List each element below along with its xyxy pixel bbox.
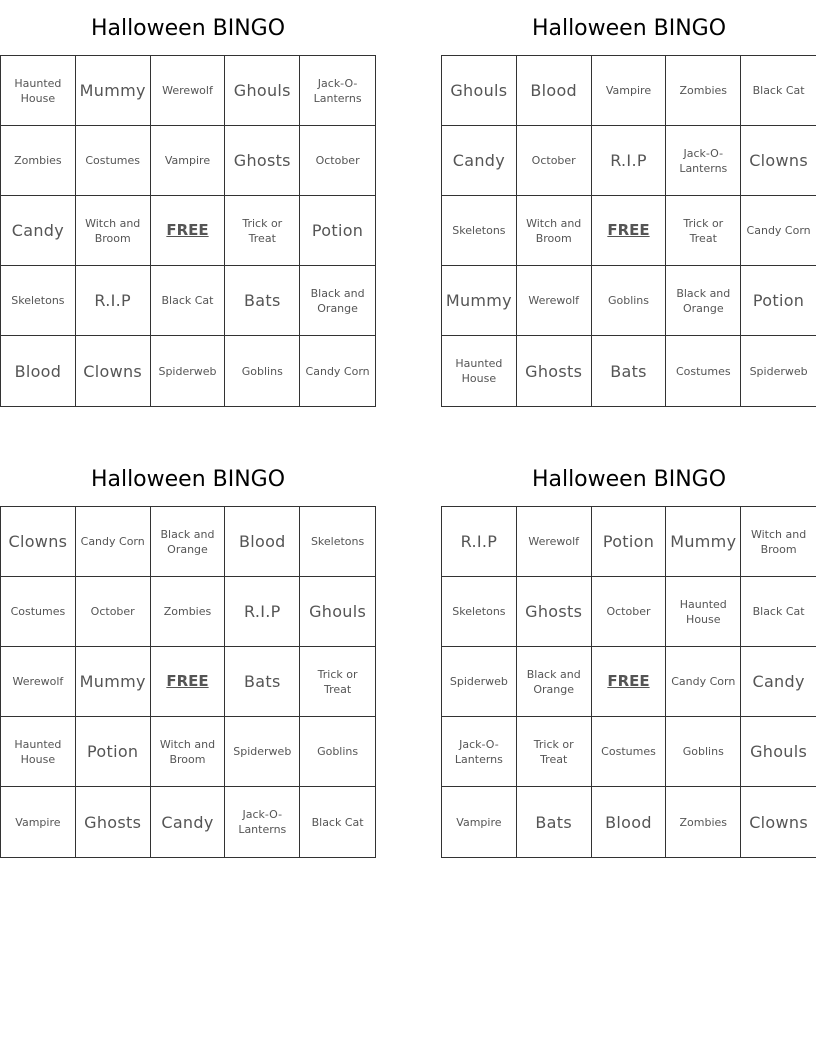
bingo-cell: Ghosts: [225, 126, 300, 196]
bingo-cell: Vampire: [592, 56, 667, 126]
bingo-cell: Bats: [225, 647, 300, 717]
bingo-cell: Goblins: [666, 717, 741, 787]
bingo-cell: Bats: [225, 266, 300, 336]
bingo-cell: Candy Corn: [305, 364, 370, 378]
bingo-cell: R.I.P: [225, 577, 300, 647]
bingo-cell: Skeletons: [442, 577, 517, 647]
bingo-cell: October: [76, 577, 151, 647]
free-space: FREE: [151, 647, 226, 717]
free-space: FREE: [592, 196, 667, 266]
bingo-cell: R.I.P: [592, 126, 667, 196]
bingo-cell: Trick or Treat: [300, 647, 375, 717]
bingo-cell: Jack-O-Lanterns: [442, 717, 517, 787]
bingo-cell: Trick or Treat: [517, 717, 592, 787]
bingo-cell: Werewolf: [517, 266, 592, 336]
bingo-cell: October: [517, 126, 592, 196]
bingo-cell: Werewolf: [1, 647, 76, 717]
bingo-cell: Candy: [1, 196, 76, 266]
bingo-cell: Haunted House: [442, 336, 517, 406]
bingo-cell: Witch and Broom: [741, 507, 816, 577]
bingo-cell: R.I.P: [442, 507, 517, 577]
bingo-cell: October: [300, 126, 375, 196]
bingo-cell: Werewolf: [151, 56, 226, 126]
free-space: FREE: [151, 196, 226, 266]
bingo-cell: Mummy: [442, 266, 517, 336]
bingo-cell: Blood: [1, 336, 76, 406]
bingo-cell: Trick or Treat: [225, 196, 300, 266]
bingo-cell: Potion: [76, 717, 151, 787]
bingo-cell: Black and Orange: [517, 647, 592, 717]
bingo-cell: Ghouls: [300, 577, 375, 647]
bingo-cell: Potion: [300, 196, 375, 266]
bingo-cell: Ghouls: [225, 56, 300, 126]
bingo-cell: Zombies: [1, 126, 76, 196]
bingo-cell: Zombies: [151, 577, 226, 647]
bingo-cell: Blood: [592, 787, 667, 857]
bingo-cell: Potion: [741, 266, 816, 336]
bingo-cell: Bats: [592, 336, 667, 406]
bingo-cell: Werewolf: [517, 507, 592, 577]
bingo-cell: Ghosts: [517, 336, 592, 406]
bingo-cell: Vampire: [442, 787, 517, 857]
bingo-cell: Black and Orange: [151, 507, 226, 577]
bingo-cell: October: [592, 577, 667, 647]
bingo-cell: Goblins: [225, 336, 300, 406]
bingo-cell: Vampire: [1, 787, 76, 857]
bingo-cell: Costumes: [76, 126, 151, 196]
bingo-grid: [0, 506, 376, 858]
bingo-cell: Witch and Broom: [151, 717, 226, 787]
bingo-cell: Candy Corn: [741, 196, 816, 266]
bingo-cell: Ghosts: [517, 577, 592, 647]
bingo-cell: Potion: [592, 507, 667, 577]
bingo-cell: Goblins: [300, 717, 375, 787]
bingo-cell: Spiderweb: [749, 364, 808, 378]
bingo-cell: Black Cat: [741, 577, 816, 647]
bingo-cell: Skeletons: [1, 266, 76, 336]
bingo-cell: Candy: [151, 787, 226, 857]
bingo-cell: Mummy: [76, 56, 151, 126]
bingo-cell: Clowns: [1, 507, 76, 577]
bingo-cell: Zombies: [666, 787, 741, 857]
bingo-cell: Candy Corn: [666, 647, 741, 717]
bingo-cell: Costumes: [592, 717, 667, 787]
bingo-cell: Costumes: [1, 577, 76, 647]
bingo-cell: Spiderweb: [151, 336, 226, 406]
card-title: Halloween BINGO: [90, 467, 286, 492]
bingo-cell: Ghouls: [442, 56, 517, 126]
card-title: Halloween BINGO: [531, 467, 727, 492]
bingo-cell: R.I.P: [76, 266, 151, 336]
bingo-cell: Goblins: [592, 266, 667, 336]
card-title: Halloween BINGO: [90, 16, 286, 41]
bingo-cell: Black and Orange: [300, 266, 375, 336]
bingo-cell: Candy: [442, 126, 517, 196]
card-title: Halloween BINGO: [531, 16, 727, 41]
free-space: FREE: [592, 647, 667, 717]
bingo-cell: Mummy: [666, 507, 741, 577]
bingo-cell: Zombies: [666, 56, 741, 126]
bingo-cell: Spiderweb: [225, 717, 300, 787]
bingo-cell: Jack-O-Lanterns: [225, 787, 300, 857]
bingo-cell: Ghouls: [741, 717, 816, 787]
bingo-cell: Haunted House: [1, 56, 76, 126]
bingo-cell: Black Cat: [151, 266, 226, 336]
bingo-cell: Jack-O-Lanterns: [300, 56, 375, 126]
bingo-cell: Blood: [517, 56, 592, 126]
bingo-cell: Spiderweb: [442, 647, 517, 717]
bingo-cell: Clowns: [76, 336, 151, 406]
bingo-cell: Haunted House: [1, 717, 76, 787]
bingo-cell: Skeletons: [442, 196, 517, 266]
bingo-cell: Black Cat: [741, 56, 816, 126]
bingo-cell: Haunted House: [666, 577, 741, 647]
bingo-cell: Clowns: [749, 812, 808, 832]
bingo-cell: Bats: [517, 787, 592, 857]
bingo-cell: Costumes: [666, 336, 741, 406]
bingo-cell: Black Cat: [311, 815, 364, 829]
bingo-cell: Trick or Treat: [666, 196, 741, 266]
bingo-cell: Witch and Broom: [76, 196, 151, 266]
bingo-cell: Candy: [741, 647, 816, 717]
bingo-grid: [0, 55, 376, 407]
bingo-grid: [441, 506, 816, 858]
bingo-cell: Clowns: [741, 126, 816, 196]
bingo-cell: Skeletons: [300, 507, 375, 577]
bingo-cell: Black and Orange: [666, 266, 741, 336]
bingo-cell: Ghosts: [76, 787, 151, 857]
bingo-cell: Mummy: [76, 647, 151, 717]
bingo-grid: [441, 55, 816, 407]
bingo-cell: Blood: [225, 507, 300, 577]
bingo-cell: Jack-O-Lanterns: [666, 126, 741, 196]
bingo-cell: Candy Corn: [76, 507, 151, 577]
bingo-cell: Witch and Broom: [517, 196, 592, 266]
bingo-cell: Vampire: [151, 126, 226, 196]
